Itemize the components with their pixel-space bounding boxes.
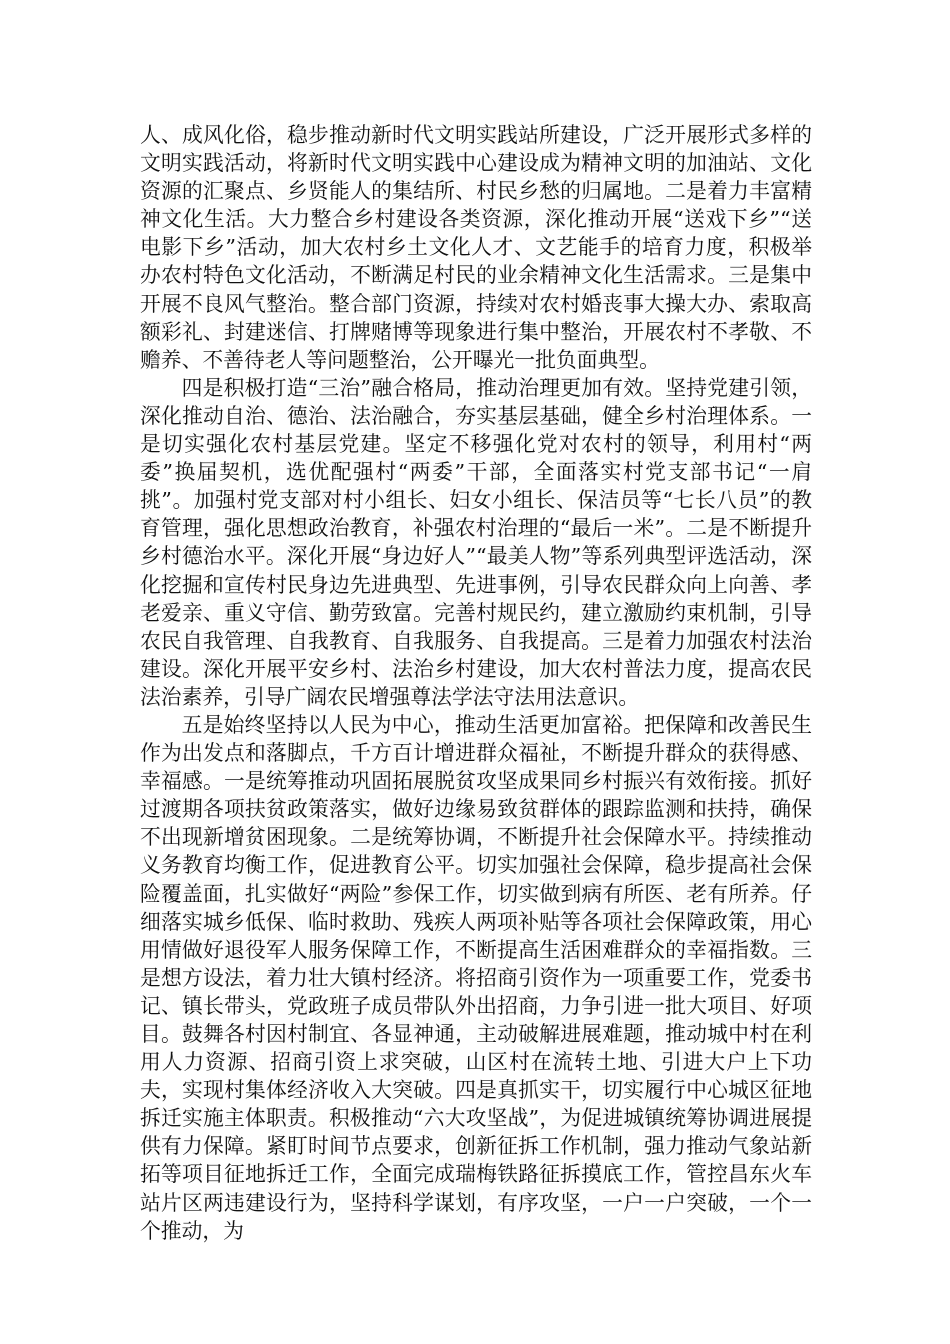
paragraph-continued: 人、成风化俗，稳步推动新时代文明实践站所建设，广泛开展形式多样的文明实践活动，将新时代文明实践中心建设成为精神文明的加油站、文化资源的汇聚点、乡贤能人的集结所、村民乡愁的归属地。二是着力丰富精神文化生活。大力整合乡村建设各类资源，深化推动开展“送戏下乡”“送电影下乡”活动，加大农村乡土文化人才、文艺能手的培育力度，积极举办农村特色文化活动，不断满足村民的业余精神文化生活需求。三是集中开展不良风气整治。整合部门资源，持续对农村婚丧事大操大办、索取高额彩礼、封建迷信、打牌赌博等现象进行集中整治，开展农村不孝敬、不赡养、不善待老人等问题整治，公开曝光一批负面典型。 — [140, 123, 812, 372]
paragraph-livelihood: 五是始终坚持以人民为中心，推动生活更加富裕。把保障和改善民生作为出发点和落脚点，千方百计增进群众福祉，不断提升群众的获得感、幸福感。一是统筹推动巩固拓展脱贫攻坚成果同乡村振兴有效衔接。抓好过渡期各项扶贫政策落实，做好边缘易致贫群体的跟踪监测和扶持，确保不出现新增贫困现象。二是统筹协调，不断提升社会保障水平。持续推动义务教育均衡工作，促进教育公平。切实加强社会保障，稳步提高社会保险覆盖面，扎实做好“两险”参保工作，切实做到病有所医、老有所养。仔细落实城乡低保、临时救助、残疾人两项补贴等各项社会保障政策，用心用情做好退役军人服务保障工作，不断提高生活困难群众的幸福指数。三是想方设法，着力壮大镇村经济。将招商引资作为一项重要工作，党委书记、镇长带头，党政班子成员带队外出招商，力争引进一批大项目、好项目。鼓舞各村因村制宜、各显神通，主动破解进展难题，推动城中村在利用人力资源、招商引资上求突破，山区村在流转土地、引进大户上下功夫，实现村集体经济收入大突破。四是真抓实干，切实履行中心城区征地拆迁实施主体职责。积极推动“六大攻坚战”，为促进城镇统筹协调进展提供有力保障。紧盯时间节点要求，创新征拆工作机制，强力推动气象站新拓等项目征地拆迁工作，全面完成瑞梅铁路征拆摸底工作，管控昌东火车站片区两违建设行为，坚持科学谋划，有序攻坚，一户一户突破，一个一个推动，为 — [140, 712, 812, 1243]
document-body — [140, 121, 812, 1245]
paragraph-governance: 四是积极打造“三治”融合格局，推动治理更加有效。坚持党建引领，深化推动自治、德治、法治融合，夯实基层基础，健全乡村治理体系。一是切实强化农村基层党建。坚定不移强化党对农村的领导，利用村“两委”换届契机，选优配强村“两委”干部，全面落实村党支部书记“一肩挑”。加强村党支部对村小组长、妇女小组长、保洁员等“七长八员”的教育管理，强化思想政治教育，补强农村治理的“最后一米”。二是不断提升乡村德治水平。深化开展“身边好人”“最美人物”等系列典型评选活动，深化挖掘和宣传村民身边先进典型、先进事例，引导农民群众向上向善、孝老爱亲、重义守信、勤劳致富。完善村规民约，建立激励约束机制，引导农民自我管理、自我教育、自我服务、自我提高。三是着力加强农村法治建设。深化开展平安乡村、法治乡村建设，加大农村普法力度，提高农民法治素养，引导广阔农民增强尊法学法守法用法意识。 — [140, 375, 812, 709]
